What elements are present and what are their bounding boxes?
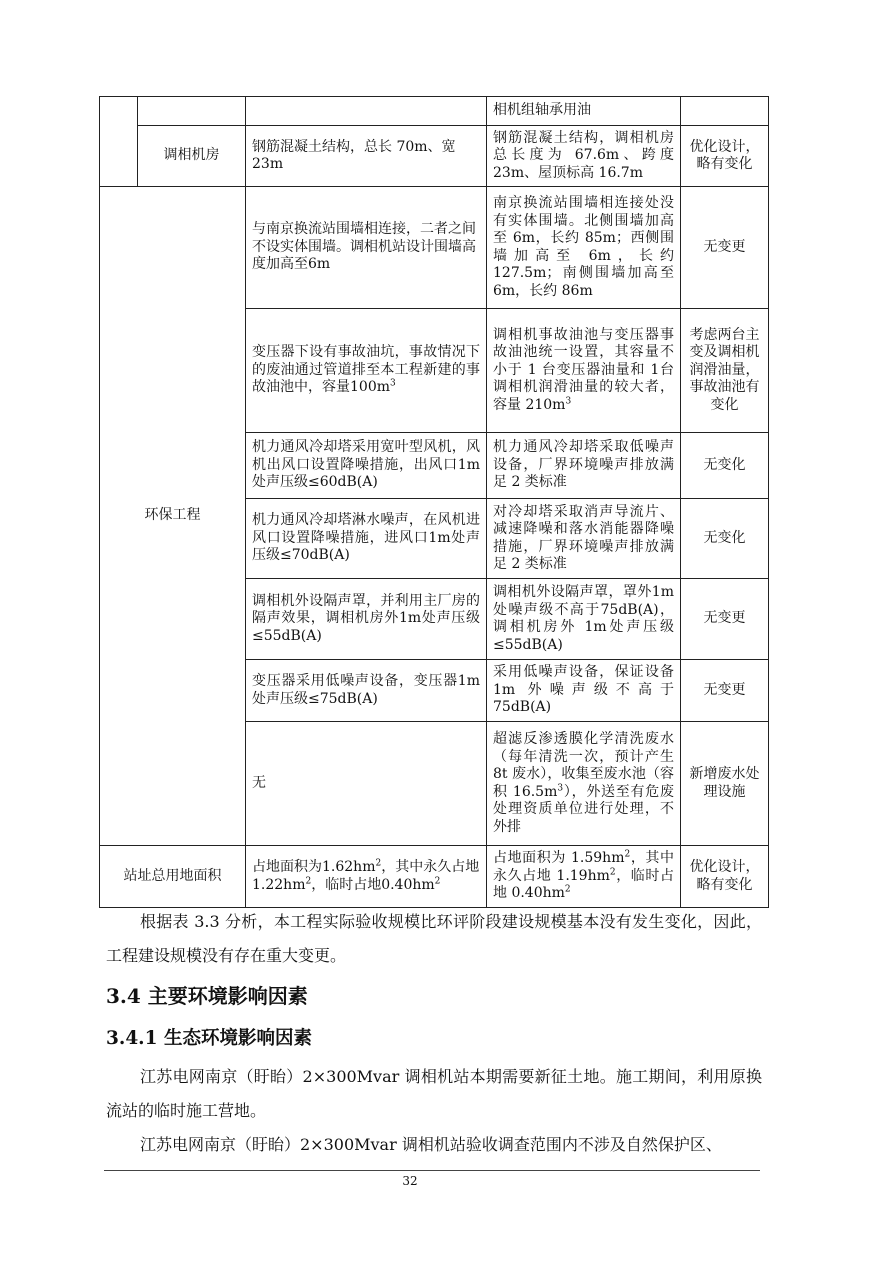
cell-text: 调相机事故油池与变压器事故油池统一设置，其容量不小于 1 台变压器油量和 1台调相机润滑油量的较大者，容量 210m <box>493 326 674 413</box>
table-cell <box>487 846 681 908</box>
footer-divider <box>104 1170 760 1171</box>
section-heading: 3.4 主要环境影响因素 <box>106 984 308 1008</box>
table-row <box>100 97 769 126</box>
superscript: 3 <box>565 396 572 407</box>
table-cell: 无变化 <box>681 433 769 499</box>
cell-text: ，临时占地0.40hm <box>311 876 435 893</box>
table-cell: 钢筋混凝土结构，调相机房总长度为 67.6m、跨度 23m、屋顶标高 16.7m <box>487 126 681 187</box>
table-row <box>100 126 769 187</box>
table-cell: 机力通风冷却塔采用宽叶型风机，风机出风口设置降噪措施，出风口1m处声压级≤60dB(A) <box>246 433 487 499</box>
table-cell <box>681 97 769 126</box>
table-cell: 优化设计，略有变化 <box>681 126 769 187</box>
table-cell: 与南京换流站围墙相连接，二者之间不设实体围墙。调相机站设计围墙高度加高至6m <box>246 187 487 309</box>
table-row <box>100 846 769 908</box>
subsection-heading: 3.4.1 生态环境影响因素 <box>106 1028 312 1049</box>
cell-text: ，临时占地 0.40hm <box>493 867 674 902</box>
superscript: 2 <box>624 849 631 860</box>
table-cell <box>246 309 487 433</box>
table-cell: 优化设计，略有变化 <box>681 846 769 908</box>
group-cell-empty <box>100 97 138 187</box>
superscript: 2 <box>609 867 616 878</box>
table-cell: 机力通风冷却塔淋水噪声，在风机进风口设置降噪措施，进风口1m处声压级≤70dB(A) <box>246 499 487 579</box>
table-cell: 对冷却塔采取消声导流片、减速降噪和落水消能器降噪措施，厂界环境噪声排放满足 2 类标准 <box>487 499 681 579</box>
superscript: 2 <box>375 858 382 869</box>
page-number: 32 <box>402 1174 418 1188</box>
cell-text: 占地面积为1.62hm <box>252 859 376 875</box>
comparison-table <box>99 96 769 908</box>
superscript: 2 <box>564 884 571 895</box>
table-cell: 新增废水处理设施 <box>681 722 769 846</box>
table-cell: 无变更 <box>681 187 769 309</box>
superscript: 3 <box>557 782 564 793</box>
cell-text: 变压器下设有事故油坑，事故情况下的废油通过管道排至本工程新建的事故油池中，容量100m <box>252 344 480 396</box>
body-paragraph: 江苏电网南京（盱眙）2×300Mvar 调相机站验收调查范围内不涉及自然保护区、 <box>140 1135 722 1154</box>
table-cell: 机力通风冷却塔采取低噪声设备，厂界环境噪声排放满足 2 类标准 <box>487 433 681 499</box>
table-cell: 采用低噪声设备，保证设备1m 外噪声级不高于75dB(A) <box>487 660 681 722</box>
table-cell: 调相机外设隔声罩，罩外1m 处噪声级不高于75dB(A)，调相机房外 1m处声压级≤55dB(A) <box>487 579 681 660</box>
superscript: 2 <box>434 875 441 886</box>
table-cell: 无 <box>246 722 487 846</box>
cell-text: ），外送至有危废处理资质单位进行处理，不外排 <box>493 783 674 835</box>
body-paragraph: 江苏电网南京（盱眙）2×300Mvar 调相机站本期需要新征土地。施工期间，利用原换流站的临时施工营地。 <box>106 1067 762 1120</box>
cell-text: 超滤反渗透膜化学清洗废水（每年清洗一次，预计产生 8t 废水），收集至废水池（容积 16.5m <box>493 731 674 800</box>
superscript: 2 <box>305 875 312 886</box>
table-cell <box>487 722 681 846</box>
table-cell <box>246 846 487 908</box>
table-cell: 站址总用地面积 <box>100 846 246 908</box>
table-cell: 调相机房 <box>138 126 246 187</box>
cell-text: ，其中永久占地 1.19hm <box>493 850 674 884</box>
cell-text: ，其中永久占地1.22hm <box>252 859 480 893</box>
table-cell: 相机组轴承用油 <box>487 97 681 126</box>
table-cell: 变压器采用低噪声设备，变压器1m处声压级≤75dB(A) <box>246 660 487 722</box>
table-cell: 南京换流站围墙相连接处没有实体围墙。北侧围墙加高至 6m，长约 85m；西侧围墙加高至 6m，长约127.5m；南侧围墙加高至6m，长约 86m <box>487 187 681 309</box>
table-cell <box>487 309 681 433</box>
table-cell: 考虑两台主变及调相机润滑油量，事故油池有变化 <box>681 309 769 433</box>
table-cell <box>246 97 487 126</box>
table-cell <box>138 97 246 126</box>
table-cell: 无变化 <box>681 499 769 579</box>
table-cell: 调相机外设隔声罩，并利用主厂房的隔声效果，调相机房外1m处声压级≤55dB(A) <box>246 579 487 660</box>
analysis-paragraph: 根据表 3.3 分析，本工程实际验收规模比环评阶段建设规模基本没有发生变化，因此，工程建设规模没有存在重大变更。 <box>106 912 762 965</box>
table-cell: 无变更 <box>681 579 769 660</box>
cell-text: 占地面积为 1.59hm <box>493 850 625 867</box>
table-cell: 无变更 <box>681 660 769 722</box>
superscript: 3 <box>390 378 396 389</box>
group-label: 环保工程 <box>100 187 246 846</box>
table-row <box>100 187 769 309</box>
table-cell: 钢筋混凝土结构，总长 70m、宽23m <box>246 126 487 187</box>
